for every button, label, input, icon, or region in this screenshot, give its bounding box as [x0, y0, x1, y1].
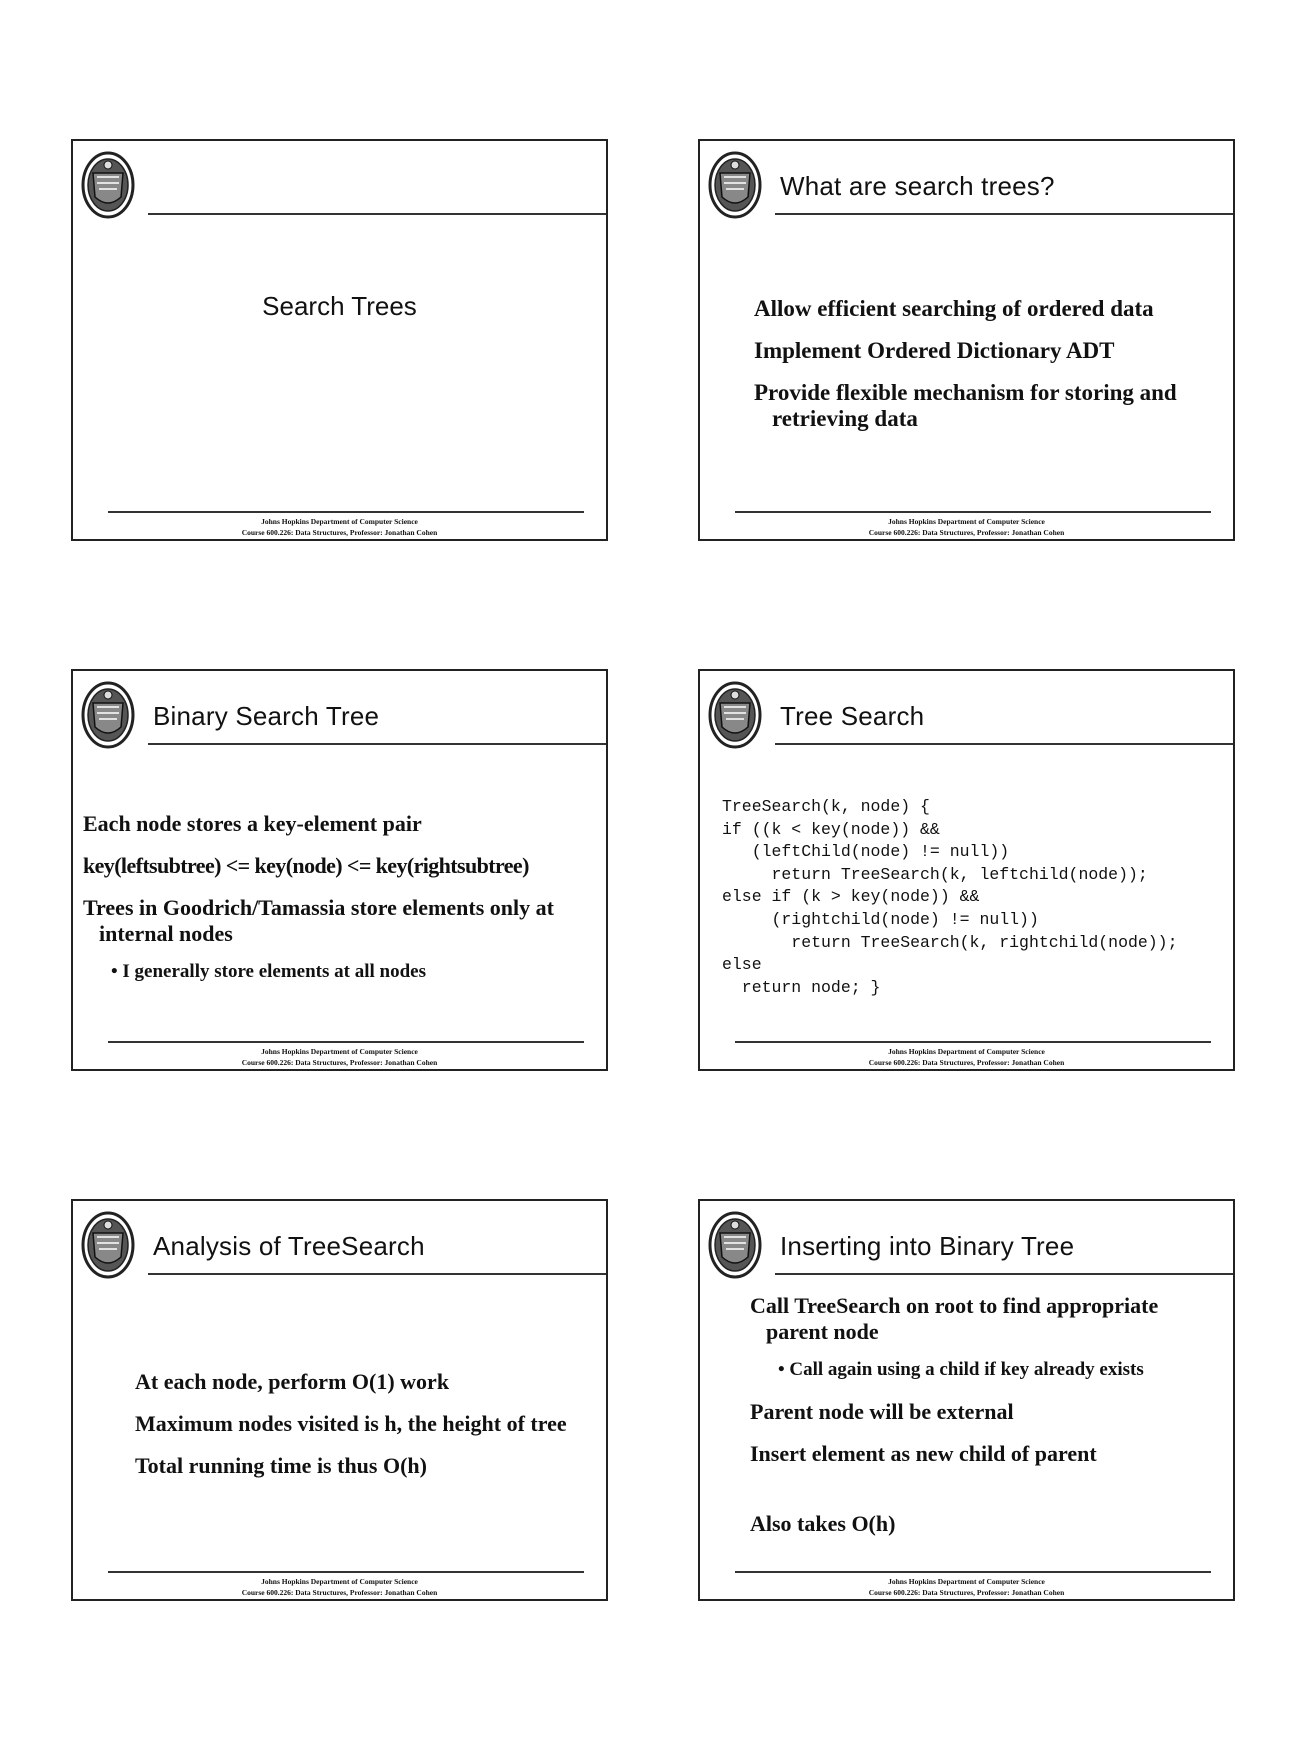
bullet-item: Call TreeSearch on root to find appropriate parent node: [750, 1293, 1159, 1344]
bullet-item: At each node, perform O(1) work: [135, 1369, 450, 1394]
bullet-item: Provide flexible mechanism for storing and retrieving data: [754, 380, 1177, 431]
footer-line-1: Johns Hopkins Department of Computer Science: [888, 1047, 1045, 1056]
bullet-item: Maximum nodes visited is h, the height of tree: [135, 1411, 567, 1436]
footer-rule: [108, 511, 584, 513]
code-block: TreeSearch(k, node) { if ((k < key(node)) && (leftChild(node) != null)) return TreeSearch(k, leftchild(node)); else if (k > key(node)) && (rightchild(node) != null)) return TreeSearch(k, rightchild(node)); else return node; }: [722, 797, 1178, 997]
title-rule: [148, 743, 606, 745]
slide-body: [83, 811, 601, 985]
slide-5: [71, 1199, 608, 1601]
bullet-item: Trees in Goodrich/Tamassia store elements only at internal nodes: [83, 895, 554, 946]
footer-rule: [108, 1041, 584, 1043]
footer-line-1: Johns Hopkins Department of Computer Science: [261, 1047, 418, 1056]
bullet-item: Total running time is thus O(h): [135, 1453, 427, 1478]
footer-line-2: Course 600.226: Data Structures, Professor: Jonathan Cohen: [241, 1588, 438, 1597]
slide-body: [135, 1369, 575, 1495]
slide-footer: [700, 516, 1233, 538]
bullet-item: Insert element as new child of parent: [750, 1441, 1097, 1466]
bullet-item: Implement Ordered Dictionary ADT: [754, 338, 1115, 363]
slide-footer: [73, 516, 606, 538]
footer-rule: [735, 511, 1211, 513]
title-rule: [775, 1273, 1233, 1275]
title-rule: [775, 743, 1233, 745]
university-seal-icon: [708, 151, 762, 219]
footer-line-2: Course 600.226: Data Structures, Professor: Jonathan Cohen: [241, 528, 438, 537]
bullet-item: key(leftsubtree) <= key(node) <= key(rightsubtree): [83, 853, 529, 878]
university-seal-icon: [708, 681, 762, 749]
slide-body: [754, 296, 1214, 448]
slide-title: Binary Search Tree: [153, 701, 380, 731]
university-seal-icon: [81, 1211, 135, 1279]
slide-title: Inserting into Binary Tree: [780, 1231, 1075, 1261]
footer-line-1: Johns Hopkins Department of Computer Science: [888, 517, 1045, 526]
footer-line-1: Johns Hopkins Department of Computer Science: [261, 517, 418, 526]
footer-line-1: Johns Hopkins Department of Computer Science: [888, 1577, 1045, 1586]
slide-title: Search Trees: [262, 291, 417, 321]
slide-body: [750, 1293, 1220, 1553]
footer-rule: [108, 1571, 584, 1573]
sub-bullet-item: • I generally store elements at all nodes: [111, 961, 427, 982]
slide-title: Analysis of TreeSearch: [153, 1231, 425, 1261]
title-rule: [148, 1273, 606, 1275]
footer-line-2: Course 600.226: Data Structures, Professor: Jonathan Cohen: [241, 1058, 438, 1067]
slide-footer: [700, 1046, 1233, 1068]
slide-footer: [73, 1576, 606, 1598]
university-seal-icon: [81, 151, 135, 219]
bullet-item: Each node stores a key-element pair: [83, 811, 422, 836]
bullet-item: Parent node will be external: [750, 1399, 1014, 1424]
bullet-item: Also takes O(h): [750, 1511, 896, 1536]
sub-bullet-item: • Call again using a child if key already exists: [778, 1359, 1144, 1380]
slide-6: [698, 1199, 1235, 1601]
slide-1: [71, 139, 608, 541]
slide-title: Tree Search: [780, 701, 925, 731]
footer-line-2: Course 600.226: Data Structures, Professor: Jonathan Cohen: [868, 528, 1065, 537]
slide-3: [71, 669, 608, 1071]
title-rule: [148, 213, 606, 215]
footer-line-2: Course 600.226: Data Structures, Professor: Jonathan Cohen: [868, 1588, 1065, 1597]
footer-rule: [735, 1571, 1211, 1573]
slide-footer: [73, 1046, 606, 1068]
footer-line-1: Johns Hopkins Department of Computer Science: [261, 1577, 418, 1586]
university-seal-icon: [708, 1211, 762, 1279]
bullet-item: Allow efficient searching of ordered data: [754, 296, 1154, 321]
footer-rule: [735, 1041, 1211, 1043]
university-seal-icon: [81, 681, 135, 749]
footer-line-2: Course 600.226: Data Structures, Professor: Jonathan Cohen: [868, 1058, 1065, 1067]
slide-footer: [700, 1576, 1233, 1598]
title-rule: [775, 213, 1233, 215]
slide-4: [698, 669, 1235, 1071]
slide-2: [698, 139, 1235, 541]
slide-title: What are search trees?: [780, 171, 1055, 201]
